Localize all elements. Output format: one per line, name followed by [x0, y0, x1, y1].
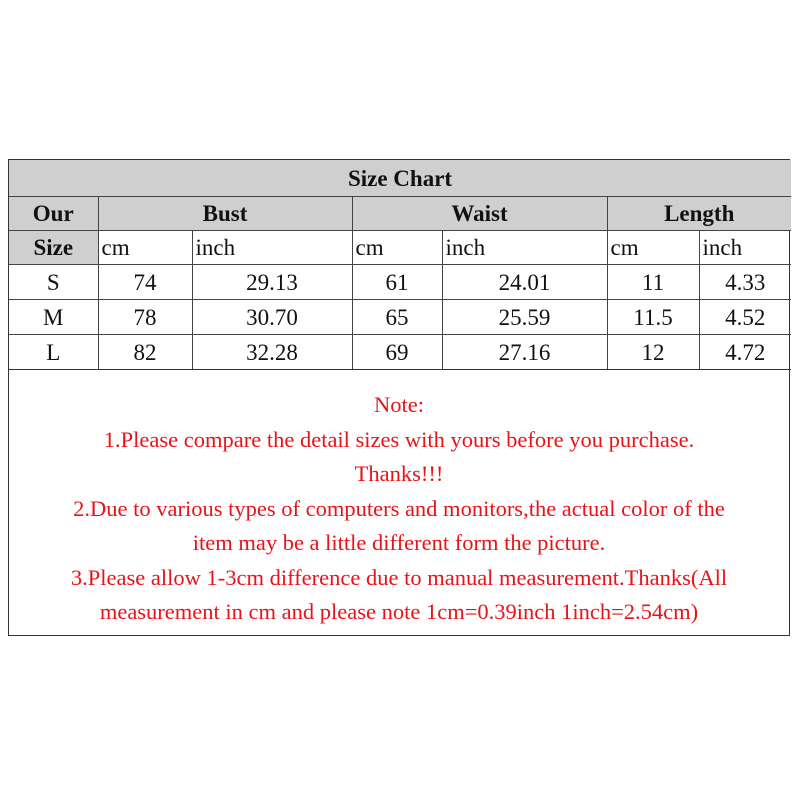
bust-inch-cell: 30.70 — [192, 300, 352, 335]
size-header-line2: Size — [9, 231, 98, 265]
bust-cm-cell: 74 — [98, 265, 192, 300]
size-cell: L — [9, 335, 98, 370]
waist-header: Waist — [352, 197, 607, 231]
waist-cm-cell: 65 — [352, 300, 442, 335]
note-line: Thanks!!! — [354, 461, 444, 486]
length-cm-unit: cm — [607, 231, 699, 265]
table-row — [9, 335, 791, 370]
size-chart-table — [9, 160, 791, 370]
bust-inch-cell: 29.13 — [192, 265, 352, 300]
bust-header: Bust — [98, 197, 352, 231]
size-cell: S — [9, 265, 98, 300]
waist-inch-cell: 24.01 — [442, 265, 607, 300]
size-cell: M — [9, 300, 98, 335]
waist-inch-unit: inch — [442, 231, 607, 265]
length-inch-cell: 4.33 — [699, 265, 791, 300]
note-line: 3.Please allow 1-3cm difference due to manual measurement.Thanks(All — [70, 564, 728, 590]
note-line: 2.Due to various types of computers and monitors,the actual color of the — [73, 495, 725, 521]
note-line: measurement in cm and please note 1cm=0.39inch 1inch=2.54cm) — [99, 599, 699, 624]
waist-inch-cell: 27.16 — [442, 335, 607, 370]
length-inch-cell: 4.52 — [699, 300, 791, 335]
bust-cm-cell: 82 — [98, 335, 192, 370]
size-chart-sheet — [8, 159, 790, 636]
size-chart-title: Size Chart — [9, 160, 791, 197]
bust-cm-unit: cm — [98, 231, 192, 265]
waist-inch-cell: 25.59 — [442, 300, 607, 335]
table-row — [9, 265, 791, 300]
length-cm-cell: 12 — [607, 335, 699, 370]
length-inch-unit: inch — [699, 231, 791, 265]
note-heading: Note: — [374, 392, 424, 417]
length-header: Length — [607, 197, 791, 231]
note-line: item may be a little different form the picture. — [192, 530, 606, 555]
waist-cm-unit: cm — [352, 231, 442, 265]
length-inch-cell: 4.72 — [699, 335, 791, 370]
bust-inch-unit: inch — [192, 231, 352, 265]
length-cm-cell: 11.5 — [607, 300, 699, 335]
waist-cm-cell: 69 — [352, 335, 442, 370]
table-row — [9, 300, 791, 335]
waist-cm-cell: 61 — [352, 265, 442, 300]
notes-section — [9, 370, 789, 630]
bust-inch-cell: 32.28 — [192, 335, 352, 370]
bust-cm-cell: 78 — [98, 300, 192, 335]
note-line: 1.Please compare the detail sizes with yours before you purchase. — [103, 426, 695, 452]
size-header-line1: Our — [9, 197, 98, 231]
length-cm-cell: 11 — [607, 265, 699, 300]
